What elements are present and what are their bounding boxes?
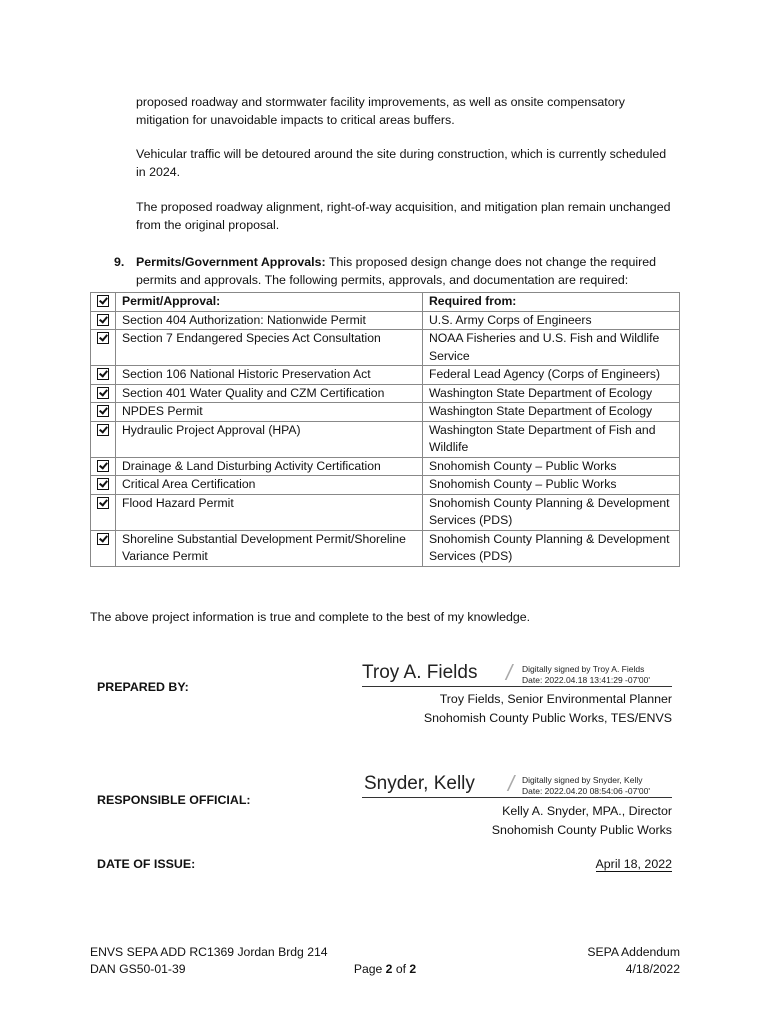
date-of-issue-value: April 18, 2022: [595, 857, 672, 871]
permit-cell: Section 401 Water Quality and CZM Certification: [116, 384, 423, 403]
permit-cell: Section 7 Endangered Species Act Consultation: [116, 330, 423, 366]
prepared-digital-signature: [522, 664, 672, 686]
official-details: [360, 802, 672, 840]
prepared-details: [360, 690, 672, 728]
agency-cell: Snohomish County Planning & Development Services (PDS): [423, 530, 680, 566]
agency-cell: Snohomish County – Public Works: [423, 457, 680, 476]
prepared-organization: Snohomish County Public Works, TES/ENVS: [423, 711, 672, 725]
column-header-permit: Permit/Approval:: [116, 293, 423, 312]
date-of-issue-value-wrap: [500, 857, 672, 871]
page-total: 2: [409, 962, 417, 976]
column-header-required-from: Required from:: [423, 293, 680, 312]
page-prefix: Page: [353, 962, 386, 976]
digital-signed-by: Digitally signed by Snyder, Kelly: [522, 775, 643, 785]
table-row: [91, 366, 680, 385]
table-row: [91, 530, 680, 566]
agency-cell: Washington State Department of Ecology: [423, 384, 680, 403]
paragraph-traffic-detour: Vehicular traffic will be detoured around the site during construction, which is currently scheduled in 2024.: [136, 147, 667, 179]
official-signature: Snyder, Kelly: [364, 773, 475, 794]
footer-document-ref: ENVS SEPA ADD RC1369 Jordan Brdg 214: [90, 945, 328, 959]
footer-left: [90, 944, 328, 978]
official-digital-signature: [522, 775, 672, 797]
responsible-official-label: RESPONSIBLE OFFICIAL:: [97, 793, 251, 807]
footer-right: [500, 944, 680, 978]
checkbox-checked-icon: [97, 478, 109, 490]
checkbox-checked-icon: [97, 533, 109, 545]
checkbox-checked-icon: [97, 368, 109, 380]
permits-table: [90, 292, 680, 567]
checkbox-checked-icon: [97, 424, 109, 436]
signature-slash-mark: /: [506, 660, 513, 685]
table-row: [91, 421, 680, 457]
checkbox-checked-icon: [97, 387, 109, 399]
section-number: 9.: [114, 255, 125, 269]
table-row: [91, 330, 680, 366]
table-row: [91, 457, 680, 476]
digital-signed-date: Date: 2022.04.20 08:54:06 -07'00': [522, 786, 651, 796]
checkbox-checked-icon: [97, 332, 109, 344]
official-signature-block: [362, 771, 672, 798]
prepared-signature: Troy A. Fields: [362, 662, 478, 683]
digital-signed-by: Digitally signed by Troy A. Fields: [522, 664, 645, 674]
official-name-title: Kelly A. Snyder, MPA., Director: [502, 804, 672, 818]
permit-cell: Section 106 National Historic Preservation Act: [116, 366, 423, 385]
agency-cell: Washington State Department of Ecology: [423, 403, 680, 422]
table-row: [91, 476, 680, 495]
official-organization: Snohomish County Public Works: [491, 823, 672, 837]
paragraph-alignment: The proposed roadway alignment, right-of-way acquisition, and mitigation plan remain unchanged from the original proposal.: [136, 200, 671, 232]
agency-cell: Federal Lead Agency (Corps of Engineers): [423, 366, 680, 385]
checkbox-checked-icon: [97, 405, 109, 417]
prepared-signature-block: [362, 660, 672, 687]
permit-cell: Flood Hazard Permit: [116, 494, 423, 530]
footer-document-id: DAN GS50-01-39: [90, 962, 186, 976]
table-row: [91, 403, 680, 422]
certification-statement: The above project information is true and complete to the best of my knowledge.: [90, 610, 531, 624]
page-of: of: [392, 962, 410, 976]
agency-cell: NOAA Fisheries and U.S. Fish and Wildlife Service: [423, 330, 680, 366]
checkbox-checked-icon: [97, 460, 109, 472]
permit-cell: Critical Area Certification: [116, 476, 423, 495]
signature-slash-mark: /: [508, 771, 515, 796]
footer-document-type: SEPA Addendum: [587, 945, 680, 959]
permit-cell: NPDES Permit: [116, 403, 423, 422]
checkbox-checked-icon: [97, 497, 109, 509]
permit-cell: Drainage & Land Disturbing Activity Certification: [116, 457, 423, 476]
section-text: [136, 254, 681, 289]
page-number: [300, 961, 470, 978]
section-heading: Permits/Government Approvals:: [136, 255, 326, 269]
table-row: [91, 384, 680, 403]
section-description: This proposed design change does not change the required permits and approvals. The following permits, approvals, and documentation are required:: [136, 255, 657, 287]
agency-cell: U.S. Army Corps of Engineers: [423, 311, 680, 330]
agency-cell: Washington State Department of Fish and Wildlife: [423, 421, 680, 457]
prepared-name-title: Troy Fields, Senior Environmental Planner: [439, 692, 672, 706]
table-header-row: [91, 293, 680, 312]
paragraph-mitigation: proposed roadway and stormwater facility improvements, as well as onsite compensatory mitigation for unavoidable impacts to critical areas buffers.: [136, 95, 625, 127]
permit-cell: Section 404 Authorization: Nationwide Permit: [116, 311, 423, 330]
agency-cell: Snohomish County – Public Works: [423, 476, 680, 495]
permit-cell: Hydraulic Project Approval (HPA): [116, 421, 423, 457]
checkbox-checked-icon: [97, 295, 109, 307]
agency-cell: Snohomish County Planning & Development Services (PDS): [423, 494, 680, 530]
table-row: [91, 494, 680, 530]
table-row: [91, 311, 680, 330]
digital-signed-date: Date: 2022.04.18 13:41:29 -07'00': [522, 675, 651, 685]
checkbox-checked-icon: [97, 314, 109, 326]
date-of-issue-label: DATE OF ISSUE:: [97, 857, 196, 871]
permit-cell: Shoreline Substantial Development Permit/Shoreline Variance Permit: [116, 530, 423, 566]
footer-date: 4/18/2022: [625, 962, 680, 976]
prepared-by-label: PREPARED BY:: [97, 680, 189, 694]
page-current: 2: [385, 962, 393, 976]
